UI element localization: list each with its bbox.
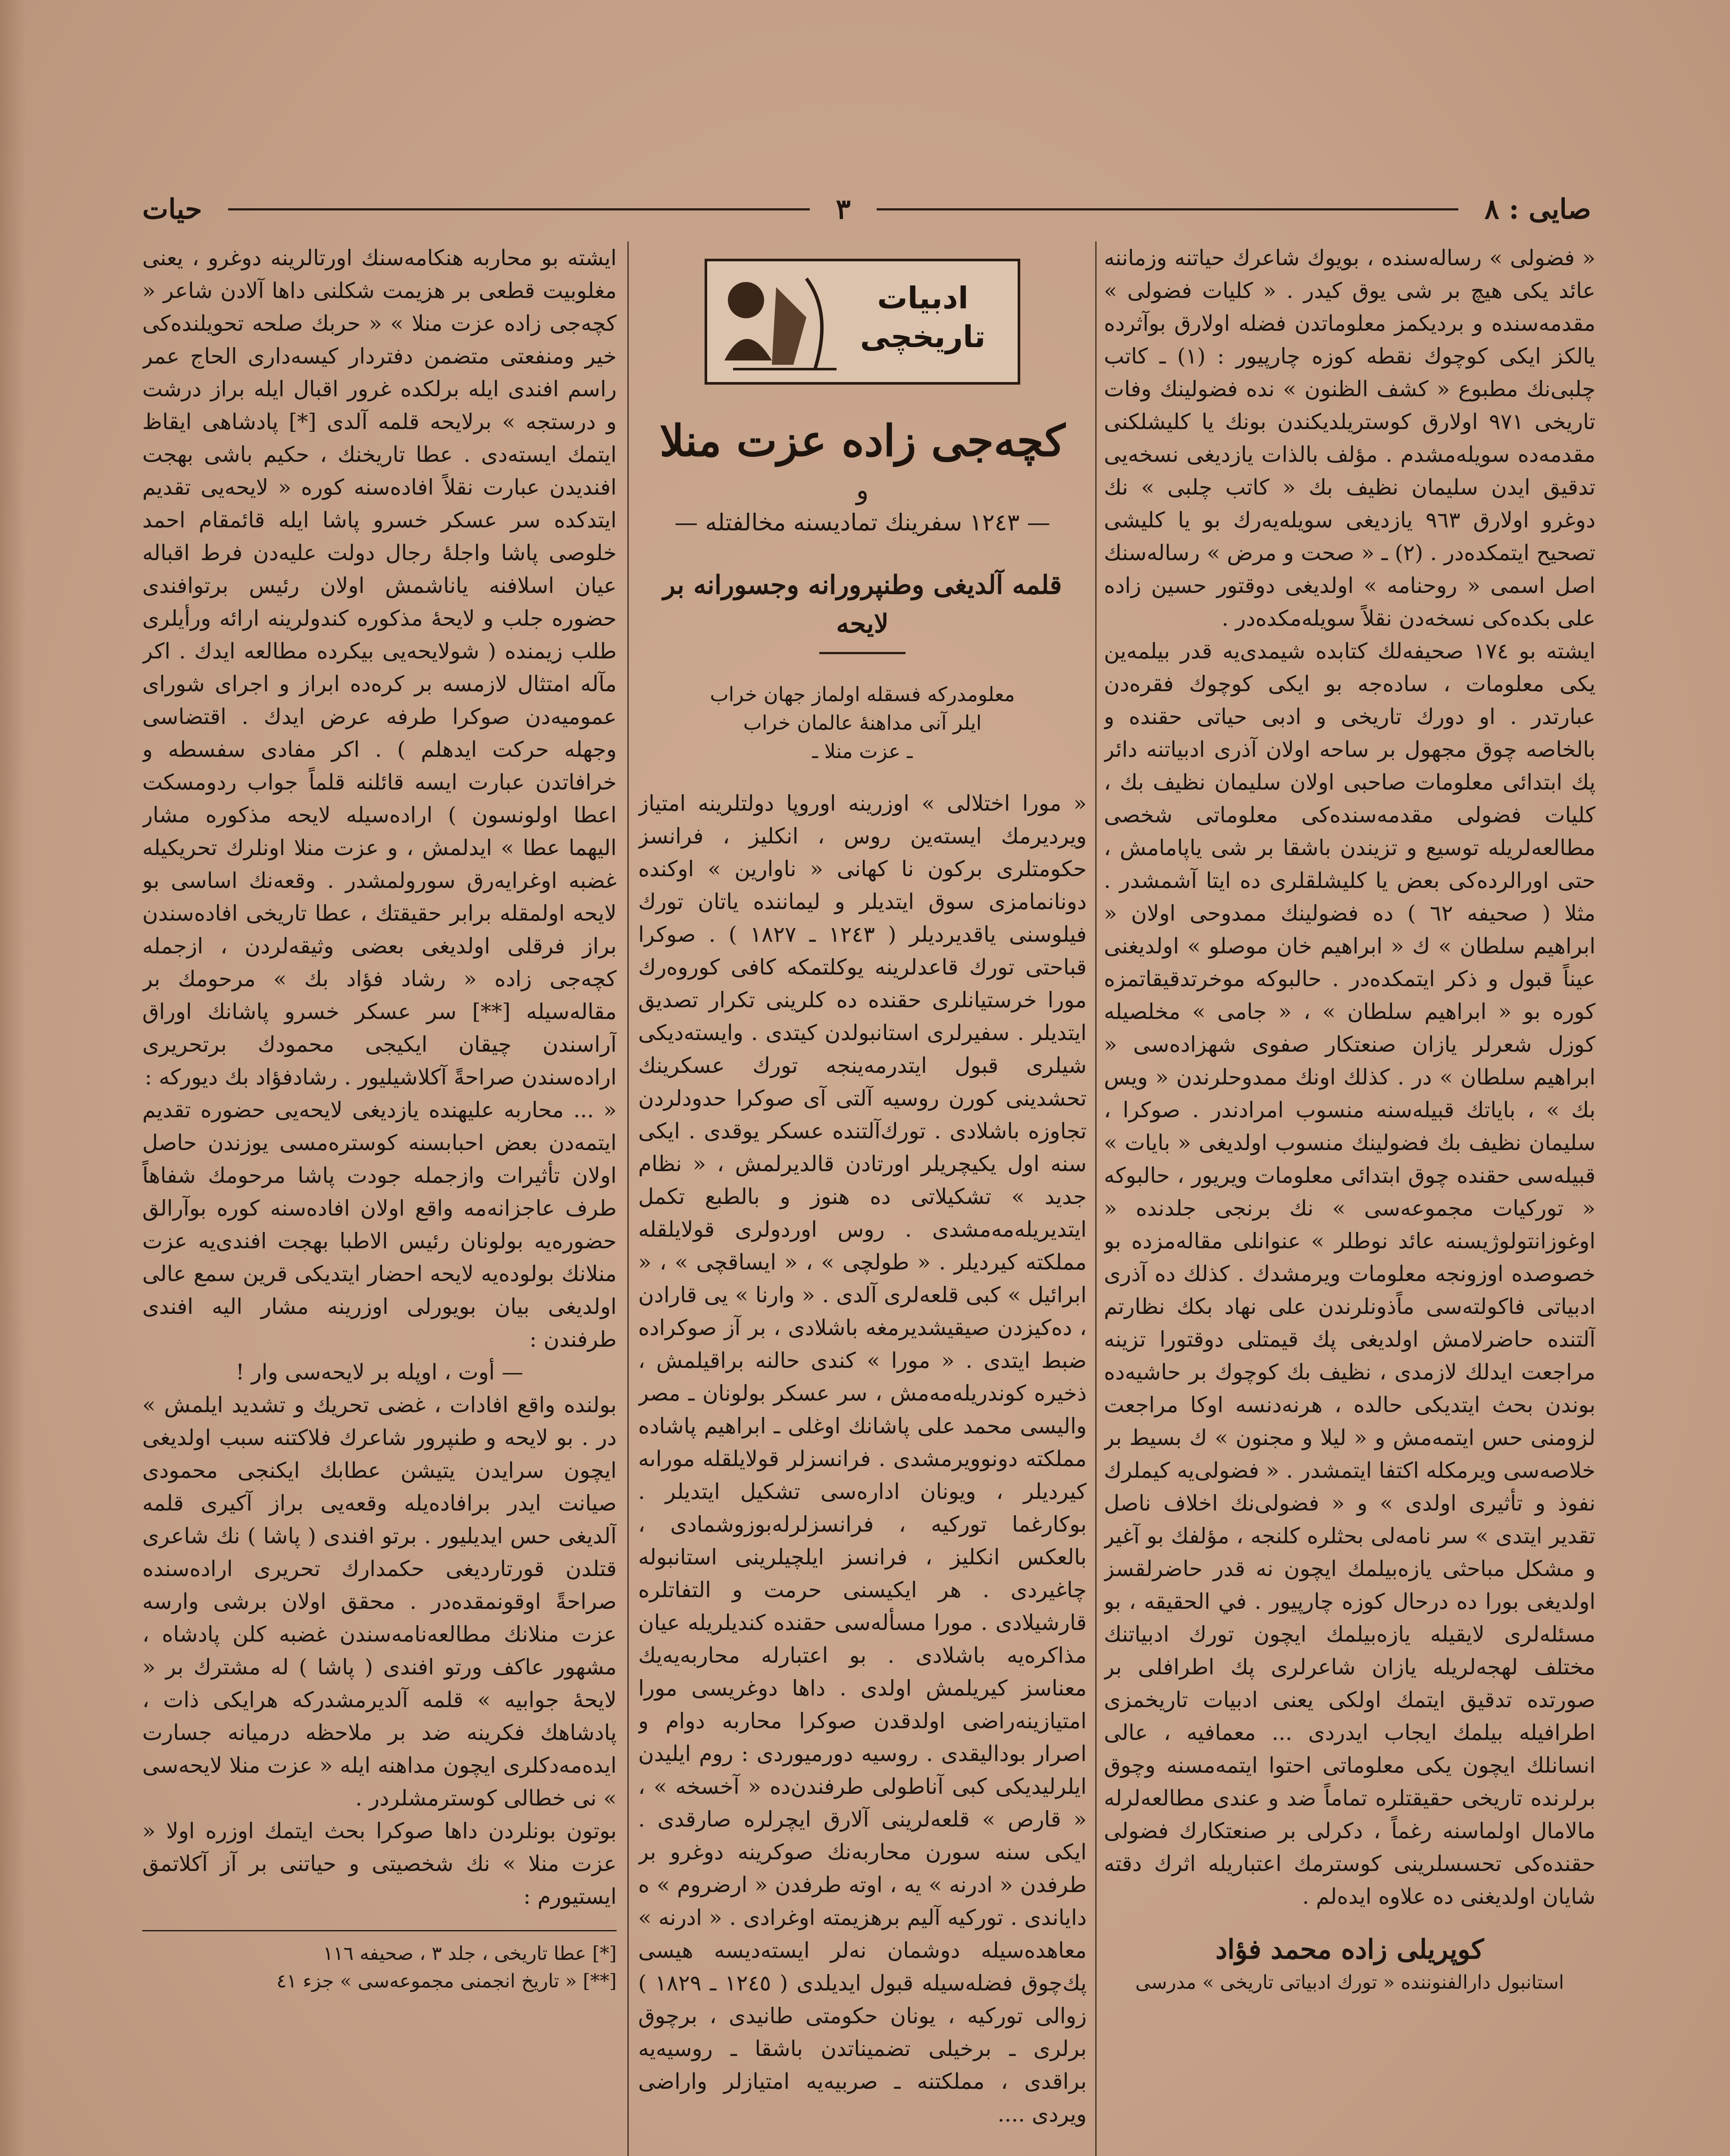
- right-column: [1104, 241, 1595, 2156]
- paragraph: ايشته بو ١٧٤ صحيفه‌لك كتابده شيمدى‌يه قدر بيلمه‌ين يكى معلومات ، ساده‌جه بو ايكى كوچوك فقره‌دن عبارتدر . او دورك تاريخى و ادبى حياتى حقنده و بالخاصه چوق مجهول بر ساحه اولان آذرى ادبياتنه دائر پك ابتدائى معلومات صاحبى اولان سليمان نظيف بك ، كليات فضولى مقدمه‌سنده‌كى معلوماتى شخصى مطالعه‌لريله توسيع و تزيندن باشقا بر شى ياپامامش ، حتى اورالرده‌كى بعض يا كليشلقلرى ده ايتا آشمشدر . مثلا ( صحيفه ٦٢ ) ده فضولينك ممدوحى اولان « ابراهيم سلطان » ك « ابراهيم خان موصلو » اولديغنى عيناً قبول و ذكر ايتمكده‌در . حالبوكه موخرتدقيقاتمزه كوره بو « ابراهيم سلطان » ، « جامى » مخلصيله كوزل شعرلر يازان صنعتكار صفوى شهزاده‌سى « ابراهيم سلطان » در . كذلك اونك ممدوحلرندن « ويس بك » ، باياتك قبيله‌سنه منسوب امرادندر . صوكرا ، سليمان نظيف بك فضولينك منسوب اولديغى « بايات » قبيله‌سى حقنده چوق ابتدائى معلومات ويريور ، حالبوكه « توركيات مجموعه‌سى » نك برنجى جلدنده « اوغوزانتولوژيسنه عائد نوطلر » عنوانلى مقاله‌مزده بو خصوصده اوزونجه معلومات ويرمشدك . كذلك ده آذرى ادبياتى فاكولته‌سى ماًذونلرندن على نهاد بكك نظارتم آلتنده حاضرلامش اولديغى پك قيمتلى دوقتورا تزينه مراجعت ايدلك لازمدى ، نظيف بك كوچوك بر حاشيه‌ده بوندن بحث ايتديكى حالده ، هرنه‌دنسه اوكا مراجعت لزومنى حس ايتمه‌مش و « ليلا و مجنون » ك بسيط بر خلاصه‌سى ويرمكله اكتفا ايتمشدر . « فضولى‌يه كيملرك نفوذ و تأثيرى اولدى » و « فضولى‌نك اخلاف ناصل تقدير ايتدى » سر نامه‌لى بحثلره كلنجه ، مؤلفك بو آغير و مشكل مباحثى يازه‌بيلمك ايچون نه قدر حاضرلقسز اولديغى بورا ده درحال كوزه چارپيور . في الحقيقه ، بو مسئله‌لرى لايقيله يازه‌بيلمك ايچون تورك ادبياتنك مختلف لهجه‌لريله يازان شاعرلرى پك اطرافلى بر صورتده تدقيق ايتمك اولكى يعنى ادبيات تاريخمزى اطرافيله بيلمك ايجاب ايدردى ... معمافيه ، عالى انسانلك ايچون يكى معلوماتى احتوا ايتمه‌مسنه وچوق برلرنده تاريخى حقيقتلره تماماً ضد و عندى مطالعه‌لرله مالامال اولماسنه رغماً ، دكرلى بر صنعتكارك فضولى حقنده‌كى تحسسلرينى كوسترمك اعتباريله اثرك دقته شايان اولديغنى ده علاوه ايده‌لم .: [1104, 639, 1595, 1909]
- title-conjunction: و: [856, 475, 869, 505]
- column-divider-right: [1095, 241, 1097, 2156]
- page-edge-shadow: [0, 0, 26, 2156]
- section-rule: [819, 652, 906, 654]
- paragraph: بولنده واقع افادات ، غضى تحريك و تشديد ايلمش » در . بو لايحه و طنپرور شاعرك فلاكتنه سبب اولديغى ايچون سرايدن يتيشن عطابك ايكنجى محمودى صيانت ايدر برافاده‌يله وقعه‌يى براز آكيرى قلمه آلديغى حس ايديليور . برتو افندى ( پاشا ) نك شاعرى قتلدن قورتارديغى حكمدارك تحريرى اراده‌سنده صراحةً اوقونمقده‌در . محقق اولان برشى وارسه عزت منلانك مطالعه‌نامه‌سندن غضبه كلن پادشاه ، مشهور عاكف ورتو افندى ( پاشا ) له مشترك بر « لايحهٔ جوابيه » قلمه آلديرمشدركه هرايكى ذات ، پادشاهك فكرينه ضد بر ملاحظه درميانه جسارت ايده‌مه‌دكلرى ايچون مداهنه ايله « عزت منلا لايحه‌سى » نى خطالى كوسترمشلردر .: [142, 1392, 617, 1811]
- column-divider-left: [627, 241, 629, 2156]
- poem-line: ايلر آنى مداهنهٔ عالمان خراب: [743, 711, 982, 734]
- middle-column: [638, 241, 1087, 2156]
- author-affiliation: استانبول دارالفنوننده « تورك ادبياتى تاريخى » مدرسى: [1135, 1971, 1564, 1993]
- article-subtitle: — ١٢٤٣ سفرينك تماديسنه مخالفتله —: [674, 509, 1050, 536]
- journal-name: حيات: [142, 193, 202, 226]
- footnote: [*] عطا تاريخى ، جلد ٣ ، صحيفه ١١٦: [323, 1943, 617, 1965]
- paragraph: بوتون بونلردن داها صوكرا بحث ايتمك اوزره اولا « عزت منلا » نك شخصيتى و حياتنى بر آز آكلاتمق ايستيورم :: [142, 1818, 617, 1909]
- paragraph: « فضولى » رساله‌سنده ، بويوك شاعرك حياتنه وزماننه عائد يكى هيچ بر شى يوق كيدر . « كليات فضولى » مقدمه‌سنده و بردیكمز معلوماتدن فضله اولارق بوآثرده يالكز ايكى كوچوك نقطه كوزه چارپيور : (١) ـ كاتب چلبى‌نك مطبوع « كشف الظنون » نده فضولينك وفات تاريخى ٩٧١ اولارق كوستريلديكندن بونك يا كليشلكنى مقدمه‌ده سويله‌مشدم . مؤلف بالذات يازديغى نسخه‌يى تدقيق ايدن سليمان نظيف بك « كاتب چلبى » نك دوغرو اولارق ٩٦٣ يازديغى سويله‌يه‌رك بو يا كليشى تصحيح ايتمكده‌در . (٢) ـ « صحت و مرض » رساله‌سنك اصل اسمى « روحنامه » اولديغى دوقتور حسين زاده على بكده‌كى نسخه‌دن نقلاً سويله‌مكده‌در .: [1104, 245, 1595, 631]
- section-logo: [705, 259, 1020, 385]
- article-title: كچه‌جى زاده عزت منلا: [659, 415, 1066, 466]
- paragraph: ايشته بو محاربه هنكامه‌سنك اورتالرينه دوغرو ، يعنى مغلوبيت قطعى بر هزيمت شكلنى داها آلادن شاعر « كچه‌جى زاده عزت منلا » « حربك صلحه تحويلنده‌كى خير ومنفعتى متضمن دفتردار كيسه‌دارى الحاج عمر راسم افندى ايله برلكده غرور اقبال ايله براز درشت و درستجه » برلايحه قلمه آلدى [*] پادشاهى ايقاظ ايتمك ايسته‌دى . عطا تاريخنك ، حكيم باشى بهجت افنديدن عبارت نقلاً افاده‌سنه كوره « لايحه‌يى تقديم ايتدكده سر عسكر خسرو پاشا ايله قائمقام احمد خلوصى پاشا واجلهٔ رجال دولت عليه‌دن فرط اقباله عيان اسلافنه ياناشمش اولان رئيس برتوافندى حضوره جلب و لايحهٔ مذكوره كندولرينه ارائه ورأيلرى طلب زيمنده ( شولايحه‌يى بيكرده مطالعه ايدك . اكر مآله امتثال لازمسه بر كره‌ده ابراز و اجراى شوراى عموميه‌دن صوكرا طرفه عرض ايدك . اقتضاسى وجهله حركت ايدهلم ) . اكر مفادى سفسطه و خرافاتدن عبارت ايسه قائلنه قلماً جواب ردومسكت اعطا اولونسون ) اراده‌سيله لايحه مذكوره مشار اليهما عطا » ايدلمش ، و عزت منلا اونلرك تحريكيله غضبه اوغرايه‌رق سورولمشدر . وقعه‌نك اساسى بو لايحه اولمقله برابر حقيقتك ، عطا تاريخى افاده‌سندن براز فرقلى اولديغى بعضى وثيقه‌لردن ، ازجمله كچه‌جى زاده « رشاد فؤاد بك » مرحومك بر مقاله‌سيله [**] سر عسكر خسرو پاشانك اوراق آراسندن چيقان ايكيجى محمودك برتحريرى اراده‌سندن صراحةً آكلاشيليور . رشادفؤاد بك ديوركه :: [142, 245, 617, 1090]
- paragraph-quote: — أوت ، اوپله بر لايحه‌سى وار !: [235, 1360, 523, 1385]
- issue-number: صايى : ٨: [1484, 193, 1591, 226]
- article-byline: قلمه آلديغى وطنپرورانه وجسورانه بر لايحه: [663, 570, 1062, 639]
- running-header: [142, 190, 1591, 229]
- footnotes: [142, 1930, 617, 1995]
- poem-line: معلومدركه فسقله اولماز جهان خراب: [710, 683, 1015, 706]
- epigraph-poem: [638, 680, 1087, 765]
- page-number: ٣: [836, 193, 851, 226]
- header-rule-right: [877, 208, 1459, 210]
- author-signature: كوپريلى زاده محمد فؤاد: [1215, 1934, 1484, 1965]
- paragraph: « ... محاربه عليهنده يازديغى لايحه‌يى حضوره تقديم ايتمه‌دن بعض احبابسنه كوستره‌مسى يوزندن حاصل اولان تأثيرات وازجمله جودت پاشا مرحومك شفاهاً طرف عاجزانه‌مه واقع اولان افاده‌سنه كوره بوآرالق حضوره‌يه بولونان رئيس الاطبا بهجت افندى‌يه عزت منلانك بولوده‌يه لايحه احضار ايتديكى قرين سمع عالى اولديغى بيان بويورلى اوزرينه مشار اليه افندى طرفندن :: [142, 1097, 617, 1352]
- footnote: [**] « تاريخ انجمنى مجموعه‌سى » جزء ٤١: [276, 1970, 617, 1992]
- header-rule-left: [228, 208, 810, 210]
- logo-lettering: ادبيات تاريخچى: [860, 280, 986, 354]
- paragraph: « مورا اختلالى » اوزرينه اوروپا دولتلرينه امتياز ويرديرمك ايسته‌ين روس ، انكليز ، فرانسز حكومتلرى بركون نا كهانى « ناوارين » اوكنده دونانمامزى سوق ايتديلر و ليماننده ياتان تورك فيلوسنى ياقديرديلر ( ١٢٤٣ ـ ١٨٢٧ ) . صوكرا قباحتى تورك قاعدلرينه يوكلتمكه كافى كوروه‌رك مورا خرستيانلرى حقنده ده كلرينى تكرار تصديق ايتديلر . سفيرلرى استانبولدن كيتدى . وايسته‌ديكى شيلرى قبول ايتدرمه‌ينجه تورك عسكرينك تحشدينى كورن روسيه آلتى آى صوكرا حدودلردن تجاوزه باشلادى . تورك‌آلتنده عسكر يوقدى . ايكى سنه اول يكيچريلر اورتادن قالديرلمش ، « نظام جديد » تشكيلاتى ده هنوز و بالطبع تكمل ايتديريله‌مه‌مشدى . روس اوردولرى قولايلقله مملكته كيرديلر . « طولچى » ، « ايساقچى » ، « ابرائيل » كبى قلعه‌لرى آلدى . « وارنا » يى قارادن ، ده‌كيزدن صيقيشديرمغه باشلادى ، بر آز صوكراده ضبط ايتدى . « مورا » كندى حالنه براقيلمش ، ذخيره كوندريله‌مه‌مش ، سر عسكر بولونان ـ مصر واليسى محمد على پاشانك اوغلى ـ ابراهيم پاشاده مملكته دونوويرمشدى . فرانسزلر قولايلقله موراىه كيرديلر ، ويونان اداره‌سى تشكيل ايتديلر . بوكارغما توركيه ، فرانسزلرله‌بوزوشمادى ، بالعكس انكليز ، فرانسز ايلچيلرينى استانبوله چاغيردى . هر ايكيسنى حرمت و التفاتلره قارشيلادى . مورا مسأله‌سى حقنده كنديلريله عيان مذاكره‌يه باشلادى . بو اعتبارله محاربه‌يه‌يك معناسز كيريلمش اولدى . داها دوغريسى مورا امتيازينه‌راضى اولدقدن صوكرا محاربه دوام و اصرار بوداليقدى . روسيه دورميوردى : روم ايليدن ايلرليديكى كبى آناطولى طرفندن‌ده « آخسخه » ، « قارص » قلعه‌لرينى آلارق ايچرلره صارقدى . ايكى سنه سورن محاربه‌نك صوكرينه دوغرو بر طرفدن « ادرنه » يه ، اوته طرفدن « ارضروم » ه داياندى . توركيه آليم برهزيمته اوغرادى . « ادرنه » معاهده‌سيله دوشمان نه‌لر ايسته‌ديسه هيسى پك‌چوق فضله‌سيله قبول ايديلدى ( ١٢٤٥ ـ ١٨٢٩ ) زوالى توركيه ، يونان حكومتى طانيدى ، برچوق برلرى ـ برخيلى تضميناتدن باشقا ـ روسيه‌يه براقدى ، مملكتنه ـ صربيه‌يه امتيازلر واراضى ويردى ....: [638, 791, 1087, 2127]
- left-column: [142, 241, 617, 2156]
- poem-attribution: ـ عزت منلا ـ: [812, 740, 913, 763]
